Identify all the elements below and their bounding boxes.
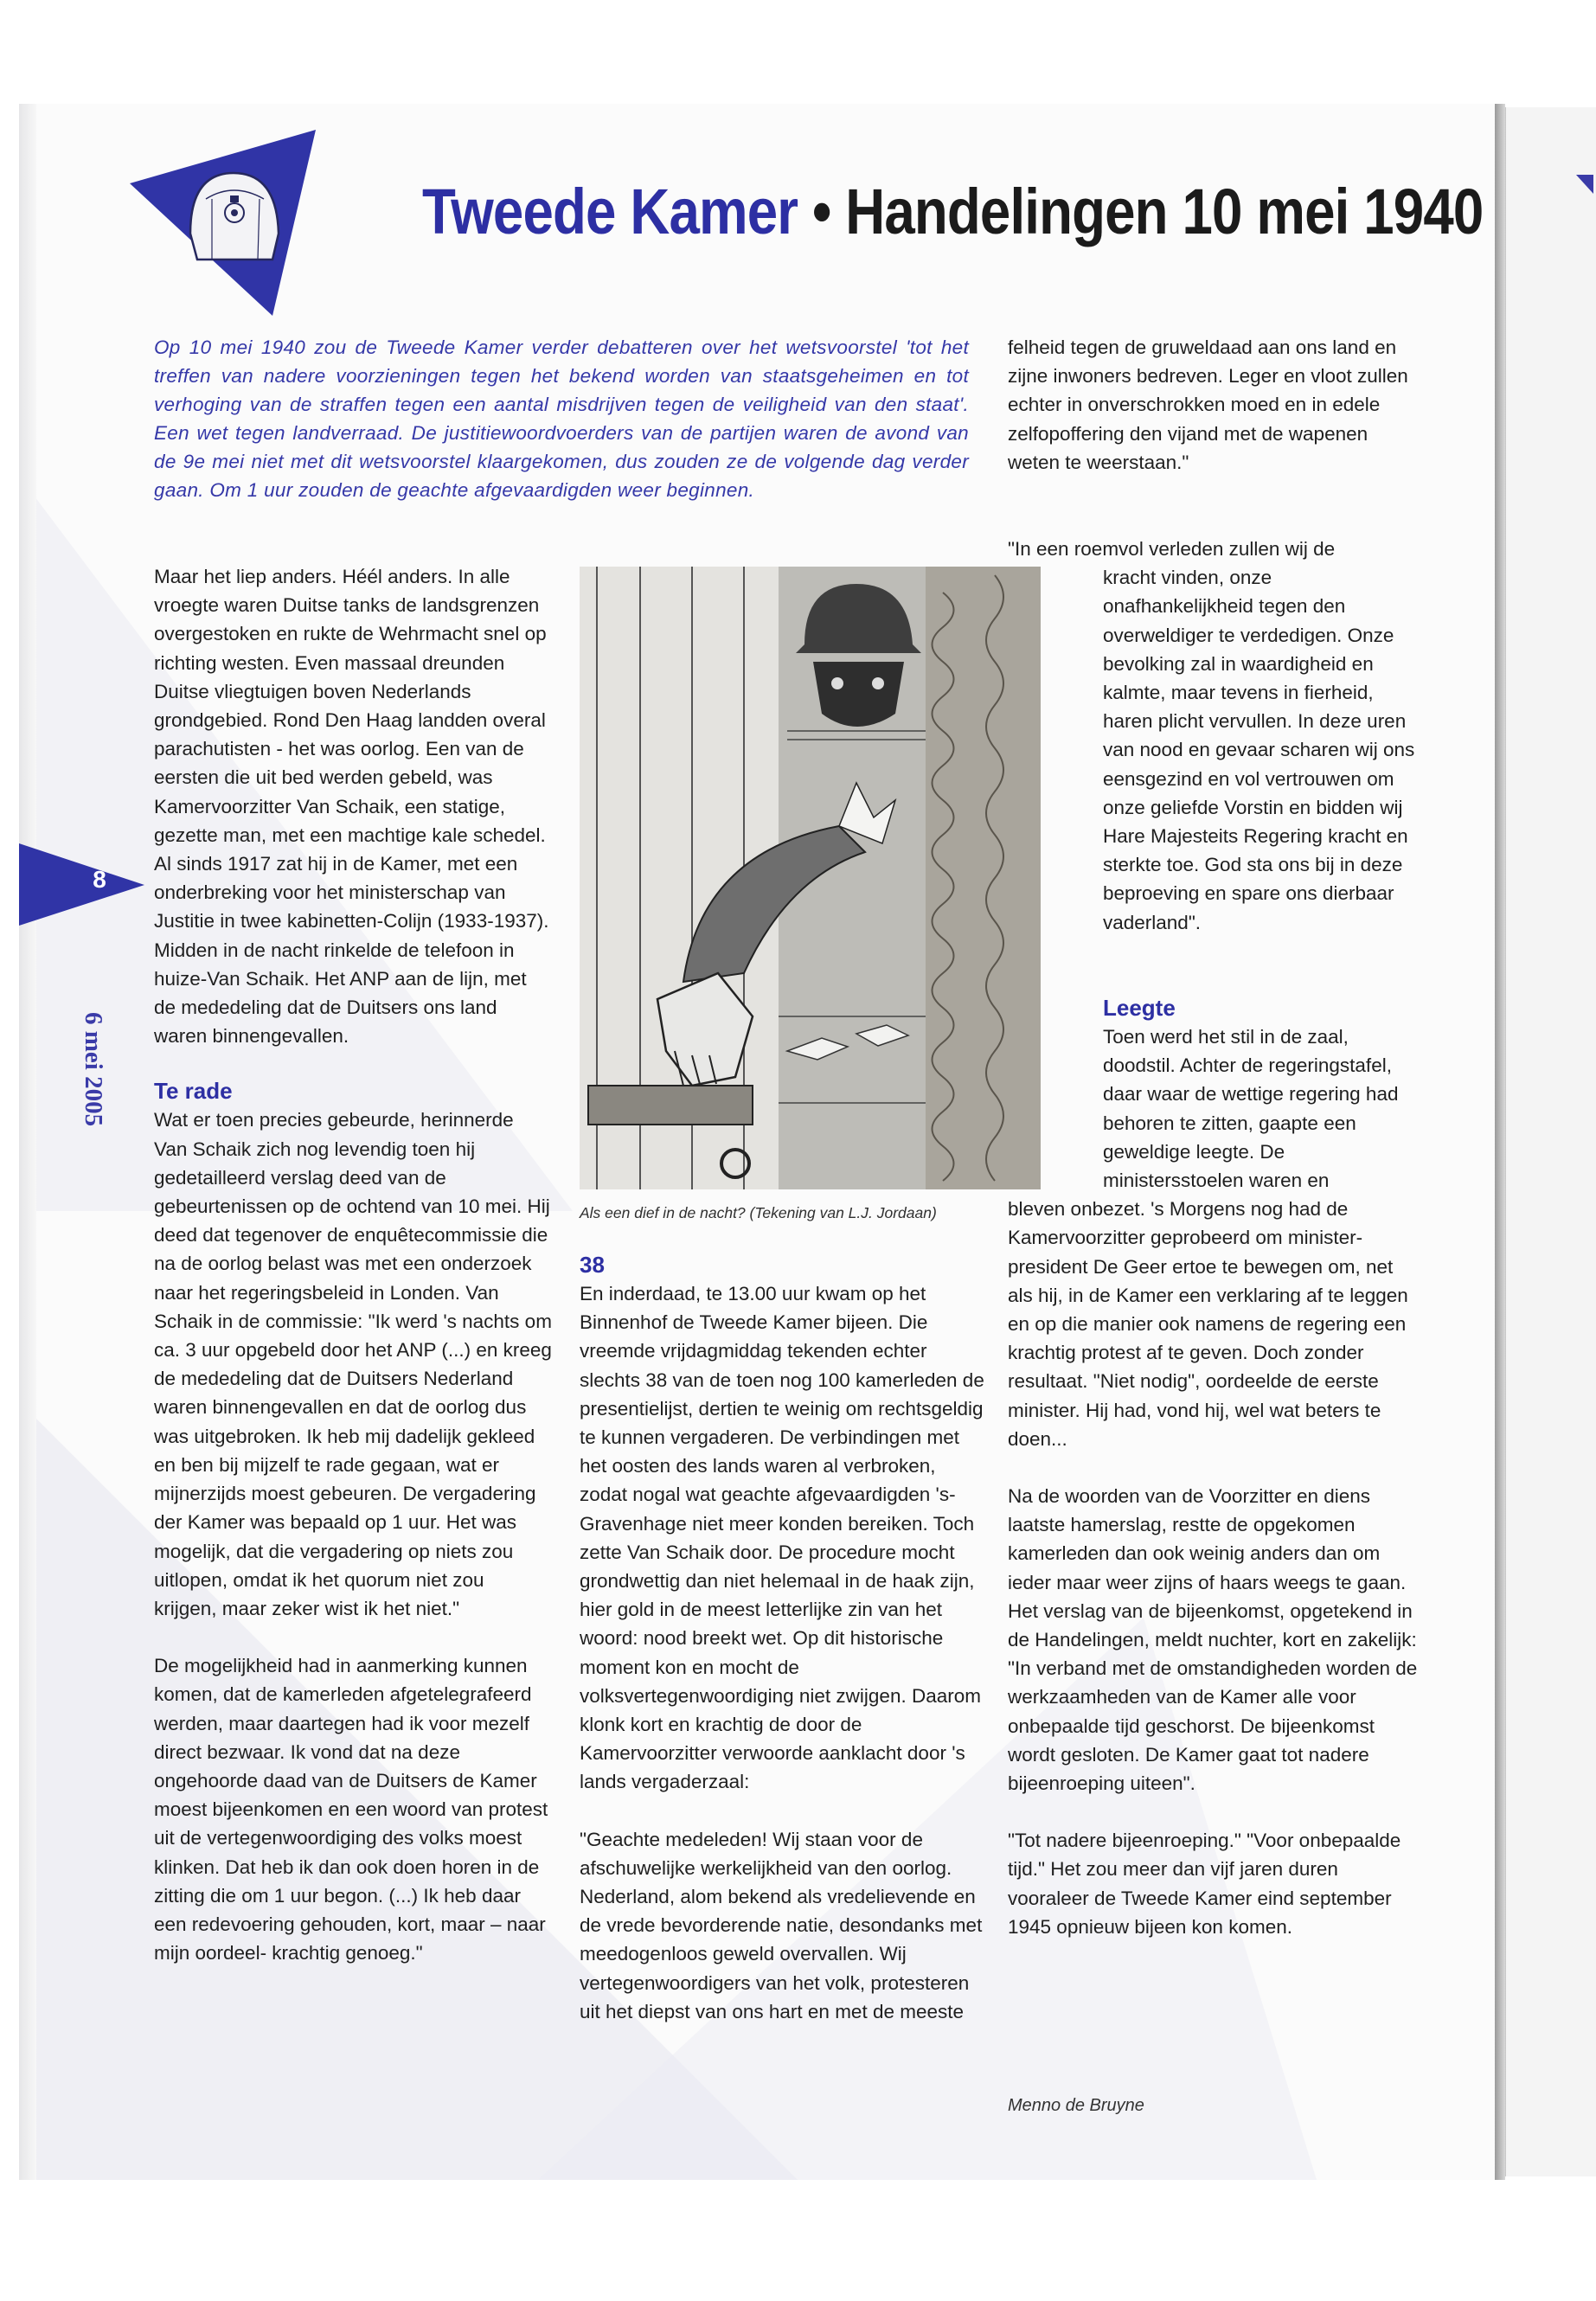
page-number: 8 (93, 866, 106, 893)
section-heading-te-rade: Te rade (154, 1078, 233, 1105)
illustration-caption: Als een dief in de nacht? (Tekening van L.J. Jordaan) (580, 1204, 937, 1221)
page-gutter (1495, 104, 1505, 2180)
col3-quote-start: "In een roemvol verleden zullen wij de (1008, 538, 1336, 560)
next-page-edge (1505, 107, 1596, 2176)
tweede-kamer-logo-icon (130, 130, 329, 316)
col2-paragraph-2: "Geachte medeleden! Wij staan voor de afschuwelijke werkelijkheid van den oorlog. Nederland, alom bekend als vredelievende en de vrede bevorderende natie, desondanks met meedogenloos geweld overvallen. Wij vertegenwoordigers van het volk, protesteren uit het diepst van ons hart en met de meeste (580, 1828, 983, 2022)
intro-paragraph: Op 10 mei 1940 zou de Tweede Kamer verder debatteren over het wetsvoorstel 'tot het treffen van nadere voorzieningen tegen het bekend worden van staatsgeheimen en tot verhoging van de straffen tegen een aantal misdrijven tegen de veiligheid van den staat'. Een wet tegen landverraad. De justitiewoordvoerders van de partijen waren de avond van de 9e mei niet met dit wetsvoorstel klaargekomen, dus zouden ze de volgende dag verder gaan. Om 1 uur zouden de geachte afgevaardigden weer beginnen. (154, 336, 969, 502)
author-byline: Menno de Bruyne (1008, 2096, 1144, 2115)
col3-paragraph-2: Na de woorden van de Voorzitter en diens laatste hamerslag, restte de opgekomen kamerleden dan ook weinig anders dan om ieder maar weer zijns of haars weegs te gaan. Het verslag van de bijeenkomst, opgetekend in de Handelingen, meldt nuchter, kort en zakelijk: "In verband met de omstandigheden worden de werkzaamheden van de Kamer alle voor onbepaalde tijd geschorst. De bijeenkomst wordt gesloten. De Kamer gaat tot nadere bijeenroeping uiteen". (1008, 1485, 1418, 1795)
col3-quote-rest: kracht vinden, onze onafhankelijkheid tegen den overweldiger te verdedigen. Onze bevolking zal in waardigheid en kalmte, maar tevens in fierheid, haren plicht vervullen. In deze uren van nood en gevaar scharen wij ons eensgezind en vol vertrouwen om onze geliefde Vorstin en bidden wij Hare Majesteits Regering kracht en sterkte toe. God sta ons bij in deze beproeving en spare ons dierbaar vaderland". (1103, 567, 1415, 933)
col3-quote-paragraph (1008, 535, 1419, 937)
col1-paragraph-2: Wat er toen precies gebeurde, herinnerde Van Schaik zich nog levendig toen hij gedetailleerd verslag deed van de gebeurtenissen op de ochtend van 10 mei. Hij deed dat tegenover de enquêtecommissie die na de oorlog belast was met een onderzoek naar het regeringsbeleid in Londen. Van Schaik in de commissie: "Ik werd 's nachts om ca. 3 uur opgebeld door het ANP (...) en kreeg de mededeling dat de Duitsers Nederland waren binnengevallen en dat de oorlog dus was uitgebroken. Ik heb mij dadelijk gekleed en ben bij mijzelf te rade gegaan, wat er mijnerzijds moest gebeuren. De vergadering der Kamer was bepaald op 1 uur. Het was mogelijk, dat die vergadering op niets zou uitlopen, omdat ik het quorum niet zou krijgen, maar zeker wist ik het niet." (154, 1109, 552, 1619)
column-3-rest (1008, 993, 1419, 1941)
col3-paragraph-1-indented: Toen werd het stil in de zaal, doodstil. Achter de regeringstafel, daar waar de wettige regering had behoren te zitten, gaapte een geweldige leegte. De ministersstoelen waren en (1103, 1026, 1399, 1192)
next-page-triangle-icon (1576, 175, 1593, 194)
col3-paragraph-1-rest: bleven onbezet. 's Morgens nog had de Kamervoorzitter geprobeerd om minister-president De Geer ertoe te bewegen om, net als hij, in de Kamer een verklaring af te leggen en op die manier ook namens de regering een krachtig protest af te geven. Doch zonder resultaat. "Niet nodig", oordeelde de eerste minister. Hij had, vond hij, wel wat beters te doen... (1008, 1198, 1408, 1450)
column-1 (154, 562, 552, 1967)
title-separator: • (811, 176, 831, 247)
issue-date: 6 mei 2005 (80, 1012, 107, 1127)
page-title (422, 176, 1484, 247)
title-part2: Handelingen 10 mei 1940 (845, 176, 1484, 247)
column-2 (580, 1250, 984, 2026)
col3-paragraph-0: felheid tegen de gruweldaad aan ons land en zijne inwoners bedreven. Leger en vloot zullen echter in onverschrokken moed en in edele zelfopoffering den vijand met de wapenen weten te weerstaan." (1008, 336, 1408, 473)
illustration-thief-at-door (580, 567, 1041, 1189)
section-heading-leegte: Leegte (1103, 995, 1176, 1021)
section-heading-38: 38 (580, 1252, 605, 1278)
col1-paragraph-1: Maar het liep anders. Héél anders. In alle vroegte waren Duitse tanks de landsgrenzen overgestoken en rukte de Wehrmacht snel op richting westen. Even massaal dreunden Duitse vliegtuigen boven Nederlands grondgebied. Rond Den Haag landden overal parachutisten - het was oorlog. Een van de eersten die uit bed werden gebeld, was Kamervoorzitter Van Schaik, een statige, gezette man, met een machtige kale schedel. Al sinds 1917 zat hij in de Kamer, met een onderbreking voor het ministerschap van Justitie in twee kabinetten-Colijn (1933-1937). Midden in de nacht rinkelde de telefoon in huize-Van Schaik. Het ANP aan de lijn, met de mededeling dat de Duitsers ons land waren binnengevallen. (154, 566, 549, 1048)
page-edge-shadow (19, 104, 36, 2180)
col3-paragraph-3: "Tot nadere bijeenroeping." "Voor onbepaalde tijd." Het zou meer dan vijf jaren duren vooraleer de Tweede Kamer eind september 1945 opnieuw bijeen kon komen. (1008, 1830, 1401, 1938)
title-part1: Tweede Kamer (422, 176, 798, 247)
column-3-quote (1008, 535, 1419, 937)
column-3-top (1008, 333, 1419, 477)
col1-paragraph-3: De mogelijkheid had in aanmerking kunnen komen, dat de kamerleden afgetelegrafeerd werden, maar daartegen had ik voor mezelf direct bezwaar. Ik vond dat na deze ongehoorde daad van de Duitsers de Kamer moest bijeenkomen en een woord van protest uit de vertegenwoordiging des volks moest klinken. Dat heb ik dan ook doen horen in de zitting die om 1 uur begon. (...) Ik heb daar een redevoering gehouden, kort, maar – naar mijn oordeel- krachtig genoeg." (154, 1655, 548, 1965)
col2-paragraph-1: En inderdaad, te 13.00 uur kwam op het Binnenhof de Tweede Kamer bijeen. Die vreemde vrijdagmiddag tekenden echter slechts 38 van de toen nog 100 kamerleden de presentielijst, dertien te weinig om rechtsgeldig te kunnen vergaderen. De verbindingen met het oosten des lands waren al verbroken, zodat nogal wat geachte afgevaardigden 's-Gravenhage niet meer konden bereiken. Toch zette Van Schaik door. De procedure mocht grondwettig dan niet helemaal in de haak zijn, hier gold in de meest letterlijke zin van het woord: nood breekt wet. Op dit historische moment kon en mocht de volksvertegenwoordiging niet zwijgen. Daarom klonk kort en krachtig de door de Kamervoorzitter verwoorde aanklacht door 's lands vergaderzaal: (580, 1283, 984, 1793)
